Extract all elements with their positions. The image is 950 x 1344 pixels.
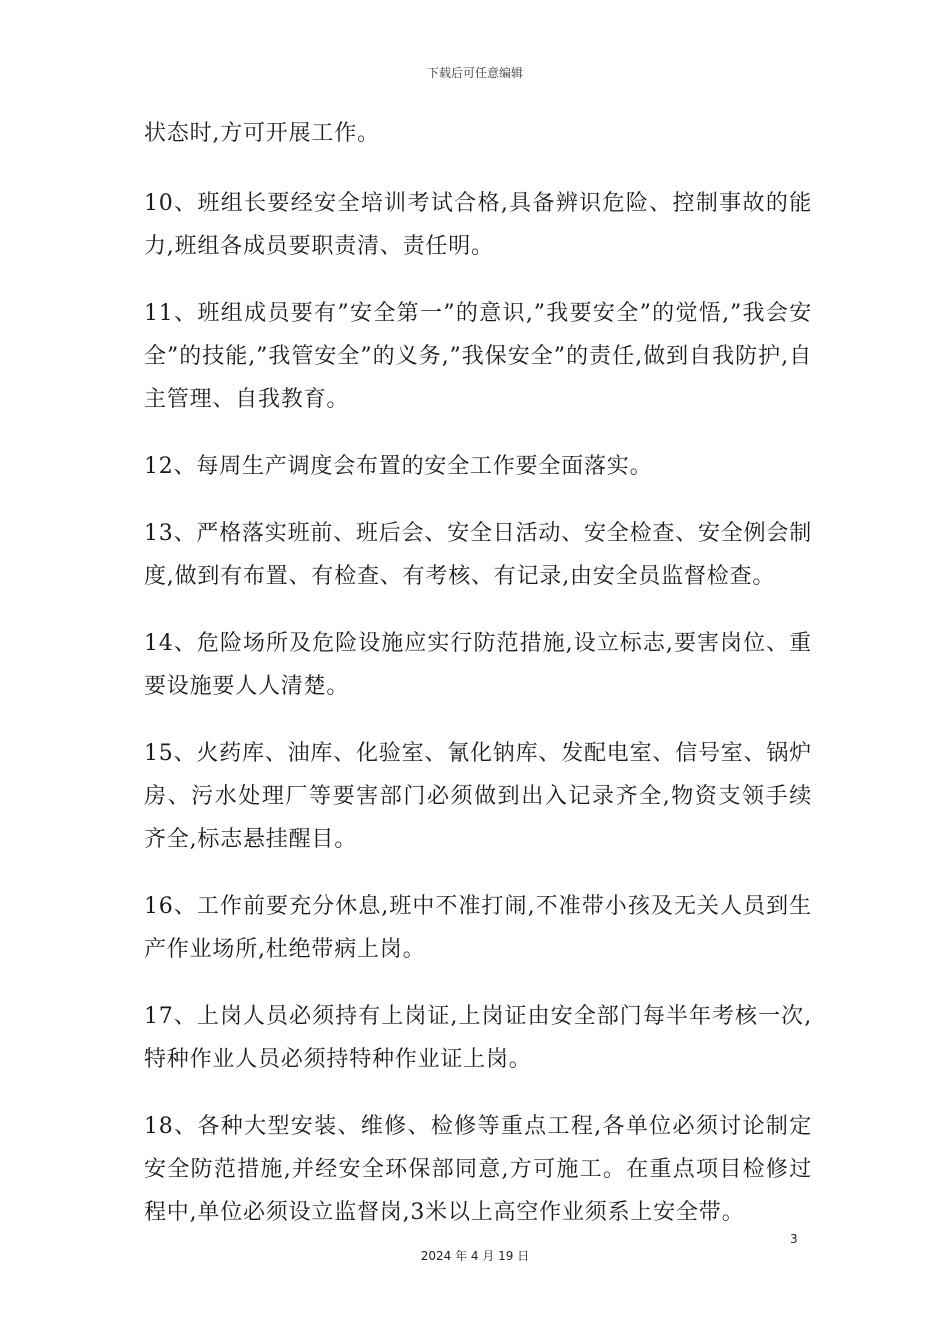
paragraph-continuation: 状态时,方可开展工作。 xyxy=(144,121,380,146)
paragraph-item-17: 17、上岗人员必须持有上岗证,上岗证由安全部门每半年考核一次,特种作业人员必须持特种作业证上岗。 xyxy=(144,1004,812,1072)
footer-date: 2024 年 4 月 19 日 xyxy=(420,1249,530,1263)
paragraph-item-10: 10、班组长要经安全培训考试合格,具备辨识危险、控制事故的能力,班组各成员要职责清、责任明。 xyxy=(144,191,812,259)
document-body xyxy=(144,112,812,1258)
paragraph-item-11: 11、班组成员要有”安全第一”的意识,”我要安全”的觉悟,”我会安全”的技能,”我管安全”的义务,”我保安全”的责任,做到自我防护,自主管理、自我教育。 xyxy=(144,301,812,412)
paragraph-item-18: 18、各种大型安装、维修、检修等重点工程,各单位必须讨论制定安全防范措施,并经安全环保部同意,方可施工。在重点项目检修过程中,单位必须设立监督岗,3米以上高空作业须系上安全带。 xyxy=(144,1114,812,1225)
paragraph-item-15: 15、火药库、油库、化验室、氰化钠库、发配电室、信号室、锅炉房、污水处理厂等要害部门必须做到出入记录齐全,物资支领手续齐全,标志悬挂醒目。 xyxy=(144,741,812,852)
paragraph-item-12: 12、每周生产调度会布置的安全工作要全面落实。 xyxy=(144,454,653,479)
page-header: 下载后可任意编辑 xyxy=(426,66,523,80)
paragraph-item-16: 16、工作前要充分休息,班中不准打闹,不准带小孩及无关人员到生产作业场所,杜绝带病上岗。 xyxy=(144,894,812,962)
page-number: 3 xyxy=(790,1232,798,1246)
paragraph-item-14: 14、危险场所及危险设施应实行防范措施,设立标志,要害岗位、重要设施要人人清楚。 xyxy=(144,631,812,699)
paragraph-item-13: 13、严格落实班前、班后会、安全日活动、安全检查、安全例会制度,做到有布置、有检查、有考核、有记录,由安全员监督检查。 xyxy=(144,521,812,589)
